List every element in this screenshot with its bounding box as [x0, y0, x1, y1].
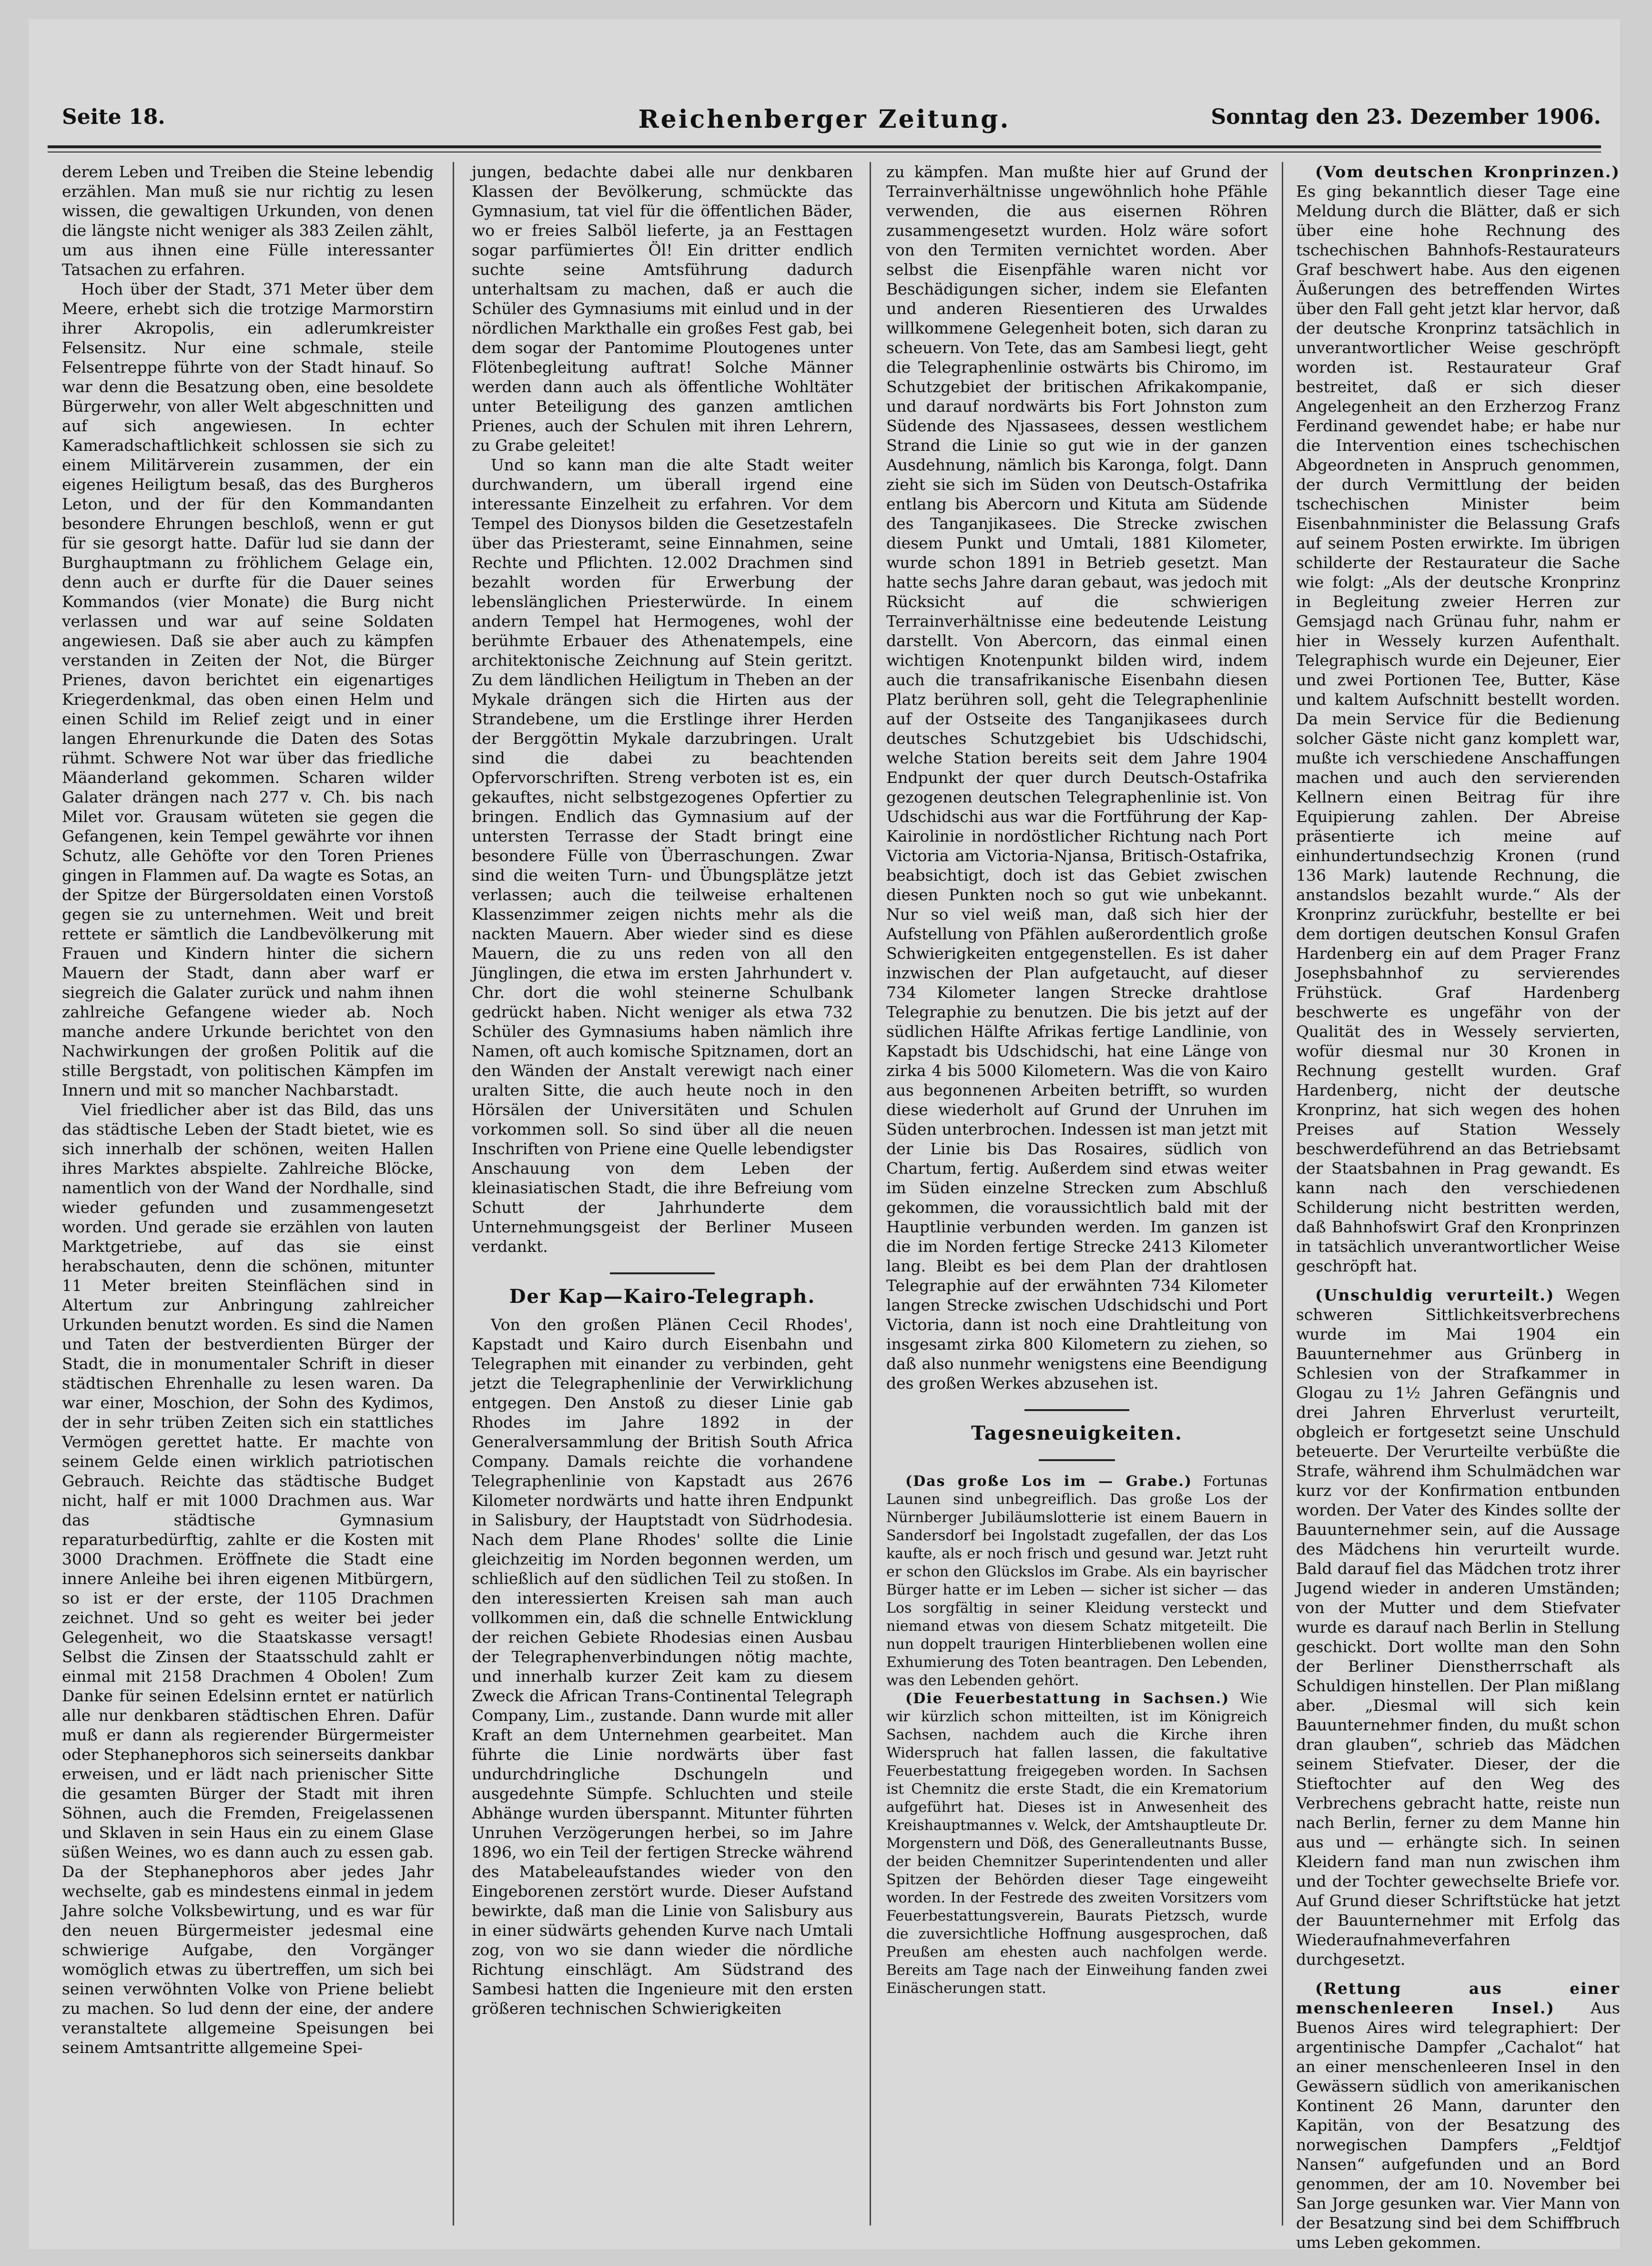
article-heading: Der Kap—Kairo-Telegraph.	[509, 1285, 816, 1308]
paragraph: Von den großen Plänen Cecil Rhodes', Kapstadt und Kairo durch Eisenbahn und Telegraphen mit einander zu verbinden, geht jetzt die Telegraphenlinie der Verwirklichung entgegen. Den Anstoß zu dieser Linie gab Rhodes im Jahre 1892 in der Generalversammlung der British South Africa Company. Damals reichte die vorhandene Telegraphenlinie von Kapstadt aus 2676 Kilometer nordwärts und hatte ihren Endpunkt in Salisbury, der Hauptstadt von Südrhodesia. Nach dem Plane Rhodes' sollte die Linie gleichzeitig im Norden begonnen werden, um schließlich auf den südlichen Teil zu stoßen. In den interessierten Kreisen sah man auch vollkommen ein, daß die schnelle Entwicklung der reichen Gebiete Rhodesias einen Ausbau der Telegraphenverbindungen nötig machte, und innerhalb kurzer Zeit kam zu diesem Zweck die African Trans-Continental Telegraph Company, Lim., zustande. Dann wurde mit aller Kraft an dem Unternehmen gearbeitet. Man führte die Linie nordwärts über fast undurchdringliche Dschungeln und ausgedehnte Sümpfe. Schluchten und steile Abhänge wurden überspannt. Mitunter führten Unruhen Verzögerungen herbei, so im Jahre 1896, wo ein Teil der fertigen Strecke während des Matabeleaufstandes wieder von den Eingeborenen zerstört wurde. Dieser Aufstand bewirkte, daß man die Linie von Salisbury aus in einer südwärts gehenden Kurve nach Umtali zog, von wo sie dann wieder die nördliche Richtung einschlägt. Am Südstrand des Sambesi hatten die Ingenieure mit den ersten größeren technischen Schwierigkeiten	[472, 1315, 853, 2018]
column-1	[62, 162, 434, 2225]
news-item	[1296, 162, 1620, 1276]
column-divider	[453, 162, 454, 2225]
section-heading: Tagesneuigkeiten.	[971, 1422, 1183, 1444]
news-item	[886, 1473, 1267, 1690]
news-text: Es ging bekanntlich dieser Tage eine Meldung durch die Blätter, daß er sich über eine hohe Rechnung des tschechischen Bahnhofs-Restaurateurs Graf beschwert habe. Aus den eigenen Äußerungen des betreffenden Wirtes über den Fall geht jetzt klar hervor, daß der deutsche Kronprinz tatsächlich in unverantwortlicher Weise geschröpft worden ist. Restaurateur Graf bestreitet, daß er sich dieser Angelegenheit an den Erzherzog Franz Ferdinand gewendet habe; er habe nur die Intervention eines tschechischen Abgeordneten in Anspruch genommen, der durch Vermittlung der beiden tschechischen Minister beim Eisenbahnminister die Belassung Grafs auf seinem Posten erwirkte. Im übrigen schilderte der Restaurateur die Sache wie folgt: „Als der deutsche Kronprinz in Begleitung zweier Herren zur Gemsjagd nach Grünau fuhr, nahm er hier in Wessely kurzen Aufenthalt. Telegraphisch wurde ein Dejeuner, Eier und zwei Portionen Tee, Butter, Käse und kaltem Aufschnitt bestellt worden. Da mein Service für die Bedienung solcher Gäste nicht ganz komplett war, mußte ich verschiedene Anschaffungen machen und auch den servierenden Kellnern einen Beitrag für ihre Equipierung zahlen. Der Abreise präsentierte ich meine auf einhundertundsechzig Kronen (rund 136 Mark) lautende Rechnung, die anstandslos bezahlt wurde.“ Als der Kronprinz zurückfuhr, bestellte er bei dem dortigen deutschen Konsul Grafen Hardenberg ein auf dem Prager Franz Josephsbahnhof zu servierendes Frühstück. Graf Hardenberg beschwerte es ungefähr von der Qualität des in Wessely servierten, wofür diesmal nur 30 Kronen in Rechnung gestellt wurden. Graf Hardenberg, nicht der deutsche Kronprinz, hat sich wegen des hohen Preises auf Station Wessely beschwerdeführend an das Betriebsamt der Staatsbahnen in Prag gewandt. Es kann nach den verschiedenen Schilderung nicht bestritten werden, daß Bahnhofswirt Graf den Kronprinzen in tatsächlich unverantwortlicher Weise geschröpft hat.	[1296, 182, 1620, 1275]
heading-underline	[1039, 1459, 1115, 1461]
news-text: Wegen schweren Sittlichkeitsverbrechens wurde im Mai 1904 ein Bauunternehmer aus Grünberg in Schlesien von der Strafkammer in Glogau zu 1½ Jahren Gefängnis und drei Jahren Ehrverlust verurteilt, obgleich er fortgesetzt seine Unschuld beteuerte. Der Verurteilte verbüßte die Strafe, während ihm Schulmädchen war kurz vor der Konfirmation entbunden worden. Der Vater des Kindes sollte der Bauunternehmer sein, auf die Aussage des Mädchens hin verurteilt wurde. Bald darauf fiel das Mädchen trotz ihrer Jugend wieder in anderen Umständen; von der Mutter und dem Stiefvater wurde es darauf nach Berlin in Stellung geschickt. Dort wollte man den Sohn der Berliner Dienstherrschaft als Schuldigen hinstellen. Der Plan mißlang aber. „Diesmal will sich kein Bauunternehmer finden, du mußt schon dran glauben“, schrieb das Mädchen seinem Stiefvater. Dieser, der die Stieftochter auf den Weg des Verbrechens gebracht hatte, reiste nun nach Berlin, ferner zu dem Manne hin aus und — erhängte sich. In seinen Kleidern fand man nun zwischen ihm und der Tochter gewechselte Briefe vor. Auf Grund dieser Schriftstücke hat jetzt der Bauunternehmer mit Erfolg das Wiederaufnahmeverfahren durchgesetzt.	[1296, 1286, 1620, 1969]
paragraph: derem Leben und Treiben die Steine lebendig erzählen. Man muß sie nur richtig zu lesen wissen, die gewaltigen Urkunden, von denen die längste nicht weniger als 383 Zeilen zählt, um aus ihnen eine Fülle interessanter Tatsachen zu erfahren.	[62, 163, 434, 279]
news-text: Aus Buenos Aires wird telegraphiert: Der argentinische Dampfer „Cachalot“ hat an einer menschenleeren Insel in den Gewässern südlich von amerikanischen Kontinent 26 Mann, darunter den Kapitän, von der Besatzung des norwegischen Dampfers „Feldtjof Nansen“ aufgefunden und an Bord genommen, der am 10. November bei San Jorge gesunken war. Vier Mann von der Besatzung sind bei dem Schiffbruch ums Leben gekommen.	[1296, 1999, 1620, 2252]
column-divider	[870, 162, 871, 2225]
page-number: Seite 18.	[62, 105, 165, 129]
news-kicker: (Das große Los im — Grabe.)	[905, 1473, 1193, 1490]
news-item	[1296, 1285, 1620, 1969]
paragraph: zu kämpfen. Man mußte hier auf Grund der Terrainverhältnisse ungewöhnlich hohe Pfähle verwenden, die aus eisernen Röhren zusammengesetzt wurden. Holz wäre sofort von den Termiten vernichtet worden. Aber selbst die Eisenpfähle waren nicht vor Beschädigungen sicher, indem sie Elefanten und anderen Riesentieren des Urwaldes willkommene Gelegenheit boten, sich daran zu scheuern. Von Tete, das am Sambesi liegt, geht die Telegraphenlinie ostwärts bis Chiromo, im Schutzgebiet der britischen Afrikakompanie, und darauf nordwärts bis Fort Johnston zum Südende des Njassasees, dessen westlichem Strand die Linie so gut wie in der ganzen Ausdehnung, nämlich bis Karonga, folgt. Dann zieht sie sich im Süden von Deutsch-Ostafrika entlang bis Abercorn und Kituta am Südende des Tanganjikasees. Die Strecke zwischen diesem Punkt und Umtali, 1881 Kilometer, wurde schon 1891 in Betrieb gesetzt. Man hatte sechs Jahre daran gebaut, was jedoch mit Rücksicht auf die schwierigen Terrainverhältnisse eine bedeutende Leistung darstellt. Von Abercorn, das einmal einen wichtigen Knotenpunkt bilden wird, indem auch die transafrikanische Eisenbahn diesen Platz berühren soll, geht die Telegraphenlinie auf der Ostseite des Tanganjikasees durch deutsches Schutzgebiet bis Udschidschi, welche Station bereits seit dem Jahre 1904 Endpunkt der quer durch Deutsch-Ostafrika gezogenen deutschen Telegraphenlinie ist. Von Udschidschi aus war die Fortführung der Kap-Kairolinie in nordöstlicher Richtung nach Port Victoria am Victoria-Njansa, Britisch-Ostafrika, beabsichtigt, doch ist das Gebiet zwischen diesen Punkten noch so gut wie unbekannt. Nur so viel weiß man, daß sich hier der Aufstellung von Pfählen außerordentlich große Schwierigkeiten entgegenstellen. Es ist daher inzwischen der Plan aufgetaucht, auf dieser 734 Kilometer langen Strecke drahtlose Telegraphie zu benutzen. Die bis jetzt auf der südlichen Hälfte Afrikas fertige Landlinie, von Kapstadt bis Udschidschi, hat eine Länge von zirka 4 bis 5000 Kilometern. Was die von Kairo aus begonnenen Arbeiten betrifft, so wurden diese wiederholt auf Grund der Unruhen im Süden unterbrochen. Indessen ist man jetzt mit der Linie bis Das Rosaires, südlich von Chartum, fertig. Außerdem sind etwas weiter im Süden einzelne Strecken zum Abschluß gekommen, die voraussichtlich bald mit der Hauptlinie verbunden werden. Im ganzen ist die im Norden fertige Strecke 2413 Kilometer lang. Bleibt es bei dem Plan der drahtlosen Telegraphie auf der erwähnten 734 Kilometer langen Strecke zwischen Udschidschi und Port Victoria, dann ist noch eine Drahtleitung von insgesamt zirka 800 Kilometern zu ziehen, so daß also nunmehr wenigstens eine Beendigung des großen Werkes abzusehen ist.	[886, 163, 1267, 1392]
newspaper-page	[29, 19, 1620, 2252]
news-text: Wie wir kürzlich schon mitteilten, ist im Königreich Sachsen, nachdem auch die Kirche ihren Widerspruch hat fallen lassen, die fakultative Feuerbestattung freigegeben worden. In Sachsen ist Chemnitz die erste Stadt, die ein Krematorium aufgeführt hat. Dieses ist in Anwesenheit des Kreishauptmannes v. Welck, der Amtshauptleute Dr. Morgenstern und Döß, des Generalleutnants Busse, der beiden Chemnitzer Superintendenten und aller Spitzen der Behörden dieser Tage eingeweiht worden. In der Festrede des zweiten Vorsitzers vom Feuerbestattungsverein, Baurats Pietzsch, wurde die zuversichtliche Hoffnung ausgesprochen, daß Preußen am ehesten auch nachfolgen werde. Bereits am Tage nach der Einweihung fanden zwei Einäscherungen statt.	[886, 1690, 1267, 1997]
newspaper-title: Reichenberger Zeitung.	[638, 105, 1011, 134]
article-separator	[1024, 1409, 1129, 1411]
paragraph: Viel friedlicher aber ist das Bild, das uns das städtische Leben der Stadt bietet, wie es sich innerhalb der schönen, weiten Hallen ihres Marktes abspielte. Zahlreiche Blöcke, namentlich von der Wand der Nordhalle, sind wieder gefunden und zusammengesetzt worden. Und gerade sie erzählen von lauten Marktgetriebe, auf das sie einst herabschauten, denn die schönen, mitunter 11 Meter breiten Steinflächen sind in Altertum zur Anbringung zahlreicher Urkunden benutzt worden. Es sind die Namen und Taten der bestverdienten Bürger der Stadt, die in monumentaler Schrift in dieser städtischen Ehrenhalle zu lesen waren. Da war einer, Moschion, der Sohn des Kydimos, der in sehr trüben Zeiten sich ein stattliches Vermögen gerettet hatte. Er machte von seinem Gelde einen wirklich patriotischen Gebrauch. Reichte das städtische Budget nicht, half er mit 1000 Drachmen aus. War das städtische Gymnasium reparaturbedürftig, zahlte er die Kosten mit 3000 Drachmen. Eröffnete die Stadt eine innere Anleihe bei ihren eigenen Mitbürgern, so ist er der erste, der 1105 Drachmen zeichnet. Und so geht es weiter bei jeder Gelegenheit, wo die Staatskasse versagt! Selbst die Zinsen der Staatsschuld zahlt er einmal mit 2158 Drachmen 4 Obolen! Zum Danke für seinen Edelsinn erntet er natürlich alle nur denkbaren städtischen Ehren. Dafür muß er dann als regierender Bürgermeister oder Stephanephoros sich seinerseits dankbar erweisen, und er lädt nach prienischer Sitte die gesamten Bürger der Stadt mit ihren Söhnen, auch die Fremden, Freigelassenen und Sklaven in sein Haus ein zu einem Glase süßen Weines, wo es dann auch zu essen gab. Da der Stephanephoros aber jedes Jahr wechselte, gab es mindestens einmal in jedem Jahre solche Volksbewirtung, und es war für den neuen Bürgermeister jedesmal eine schwierige Aufgabe, den Vorgänger womöglich etwas zu übertreffen, um sich bei seinen verwöhnten Volke von Priene beliebt zu machen. So lud denn der eine, der andere veranstaltete allgemeine Speisungen bei seinem Amtsantritte allgemeine Spei-	[62, 1100, 434, 2057]
news-kicker: (Vom deutschen Kronprinzen.)	[1315, 163, 1620, 181]
column-2	[472, 162, 853, 2225]
news-item	[886, 1690, 1267, 1998]
masthead	[29, 105, 1620, 143]
column-3	[886, 162, 1267, 2225]
news-kicker: (Die Feuerbestattung in Sachsen.)	[905, 1690, 1230, 1707]
paragraph: Und so kann man die alte Stadt weiter durchwandern, um überall irgend eine interessante Einzelheit zu erfahren. Vor dem Tempel des Dionysos bilden die Gesetzestafeln über das Priesteramt, seine Einnahmen, seine Rechte und Pflichten. 12.002 Drachmen sind bezahlt worden für Erwerbung der lebenslänglichen Priesterwürde. In einem andern Tempel hat Hermogenes, wohl der berühmte Erbauer des Athenatempels, eine architektonische Zeichnung auf Stein geritzt. Zu dem ländlichen Heiligtum in Theben an der Mykale drängen sich die Hirten aus der Strandebene, um die Erstlinge ihrer Herden der Berggöttin Mykale darzubringen. Uralt sind die dabei zu beachtenden Opfervorschriften. Streng verboten ist es, ein gekauftes, nicht selbstgezogenes Opfertier zu bringen. Endlich das Gymnasium auf der untersten Terrasse der Stadt bringt eine besondere Fülle von Überraschungen. Zwar sind die weiten Turn- und Übungsplätze jetzt verlassen; auch die teilweise erhaltenen Klassenzimmer zeigen nichts mehr als die nackten Mauern. Aber wieder sind es diese Mauern, die zu uns reden von all den Jünglingen, die etwa im ersten Jahrhundert v. Chr. dort die wohl steinerne Schulbank gedrückt haben. Nicht weniger als etwa 732 Schüler des Gymnasiums haben nämlich ihre Namen, oft auch komische Spitznamen, dort an den Wänden der Anstalt verewigt nach einer uralten Sitte, die auch heute noch in den Hörsälen der Universitäten und Schulen vorkommen soll. So sind über all die neuen Inschriften von Priene eine Quelle lebendigster Anschauung von dem Leben der kleinasiatischen Stadt, die ihre Befreiung vom Schutt der Jahrhunderte dem Unternehmungsgeist der Berliner Museen verdankt.	[472, 456, 853, 1256]
column-4	[1296, 162, 1620, 2252]
masthead-rule	[48, 145, 1601, 148]
news-text: Fortunas Launen sind unbegreiflich. Das große Los der Nürnberger Jubiläumslotterie ist einem Bauern in Sandersdorf bei Ingolstadt zugefallen, der das Los kaufte, als er noch frisch und gesund war. Jetzt ruht er schon den Glückslos im Grabe. Als ein bayrischer Bürger hatte er im Leben — sicher ist sicher — das Los sorgfältig in seiner Kleidung versteckt und niemand etwas von diesem Schatz mitgeteilt. Die nun doppelt traurigen Hinterbliebenen wollen eine Exhumierung des Toten beantragen. Den Lebenden, was den Lebenden gehört.	[886, 1473, 1267, 1689]
column-divider	[1282, 162, 1283, 2225]
news-kicker: (Rettung aus einer menschenleeren Insel.)	[1296, 1979, 1620, 2017]
news-item	[1296, 1979, 1620, 2252]
news-kicker: (Unschuldig verurteilt.)	[1315, 1286, 1555, 1304]
paragraph: jungen, bedachte dabei alle nur denkbaren Klassen der Bevölkerung, schmückte das Gymnasium, tat viel für die öffentlichen Bäder, wo er freies Salböl lieferte, ja an Festtagen sogar parfümiertes Öl! Ein dritter endlich suchte seine Amtsführung dadurch unterhaltsam zu machen, daß er auch die Schüler des Gymnasiums mit einlud und in der nördlichen Markthalle ein großes Fest gab, bei dem sogar der Pantomime Ploutogenes unter Flötenbegleitung auftrat! Solche Männer werden dann auch als öffentliche Wohltäter unter Beteiligung des ganzen amtlichen Prienes, auch der Schulen mit ihren Lehrern, zu Grabe geleitet!	[472, 163, 853, 455]
issue-date: Sonntag den 23. Dezember 1906.	[1211, 105, 1601, 129]
paragraph: Hoch über der Stadt, 371 Meter über dem Meere, erhebt sich die trotzige Marmorstirn ihrer Akropolis, ein adlerumkreister Felsensitz. Nur eine schmale, steile Felsentreppe führte von der Stadt hinauf. So war denn die Besatzung oben, eine besoldete Bürgerwehr, von aller Welt abgeschnitten und auf sich angewiesen. In echter Kameradschaftlichkeit schlossen sie sich zu einem Militärverein zusammen, der ein eigenes Heiligtum besaß, das des Burgheros Leton, und der für den Kommandanten besondere Ehrungen beschloß, wenn er gut für sie gesorgt hatte. Dafür lud sie dann der Burghauptmann zu fröhlichem Gelage ein, denn auch er durfte für die Dauer seines Kommandos (vier Monate) die Burg nicht verlassen und war auf seine Soldaten angewiesen. Daß sie aber auch zu kämpfen verstanden in Zeiten der Not, die Bürger Prienes, davon berichtet ein eigenartiges Kriegerdenkmal, das oben einen Helm und einen Schild im Relief zeigt und in einer langen Ehrenurkunde die Daten des Sotas rühmt. Schwere Not war über das friedliche Mäanderland gekommen. Scharen wilder Galater drängen nach 277 v. Ch. bis nach Milet vor. Grausam wüteten sie gegen die Gefangenen, kein Tempel gewährte vor ihnen Schutz, alle Gehöfte vor den Toren Prienes gingen in Flammen auf. Da wagte es Sotas, an der Spitze der Bürgersoldaten einen Vorstoß gegen sie zu unternehmen. Weit und breit rettete er sämtlich die Landbevölkerung mit Frauen und Kindern hinter die sichern Mauern der Stadt, dann aber warf er siegreich die Galater zurück und nahm ihnen zahlreiche Gefangene wieder ab. Noch manche andere Urkunde berichtet von den Nachwirkungen der großen Politik auf die stille Bergstadt, von politischen Kämpfen im Innern und mit so mancher Nachbarstadt.	[62, 280, 434, 1099]
article-separator	[610, 1272, 715, 1274]
